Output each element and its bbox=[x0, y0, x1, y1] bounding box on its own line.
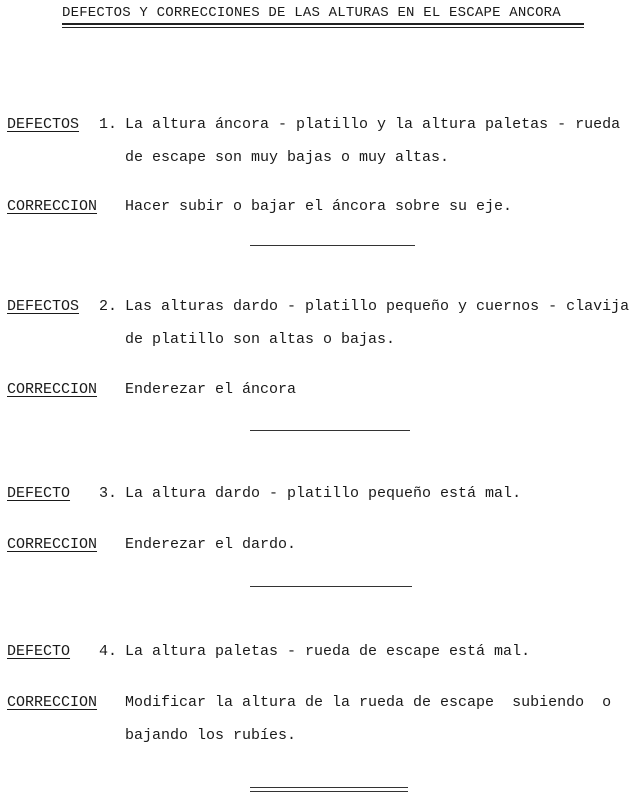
correction-label: CORRECCION bbox=[7, 694, 98, 711]
separator bbox=[250, 245, 415, 246]
item-number: 1. bbox=[99, 116, 118, 133]
defect-text-line: La altura dardo - platillo pequeño está mal. bbox=[125, 485, 522, 502]
separator bbox=[250, 787, 408, 788]
defect-text-line: Las alturas dardo - platillo pequeño y cuernos - clavija bbox=[125, 298, 630, 315]
defect-label: DEFECTO bbox=[7, 485, 71, 502]
title-underline-second bbox=[62, 27, 584, 28]
correction-text-line: bajando los rubíes. bbox=[125, 727, 297, 744]
correction-text-line: Hacer subir o bajar el áncora sobre su eje. bbox=[125, 198, 513, 215]
title-underline bbox=[62, 23, 584, 25]
correction-text-line: Enderezar el áncora bbox=[125, 381, 297, 398]
separator bbox=[250, 586, 412, 587]
page-title: DEFECTOS Y CORRECCIONES DE LAS ALTURAS EN EL ESCAPE ANCORA bbox=[62, 5, 561, 21]
item-number: 2. bbox=[99, 298, 118, 315]
separator-second bbox=[250, 791, 408, 792]
defect-text-line: de platillo son altas o bajas. bbox=[125, 331, 396, 348]
defect-text-line: La altura áncora - platillo y la altura paletas - rueda bbox=[125, 116, 621, 133]
item-number: 4. bbox=[99, 643, 118, 660]
defect-text-line: La altura paletas - rueda de escape está mal. bbox=[125, 643, 531, 660]
defect-label: DEFECTOS bbox=[7, 298, 80, 315]
correction-label: CORRECCION bbox=[7, 198, 98, 215]
defect-label: DEFECTOS bbox=[7, 116, 80, 133]
correction-text-line: Enderezar el dardo. bbox=[125, 536, 297, 553]
separator bbox=[250, 430, 410, 431]
correction-text-line: Modificar la altura de la rueda de escape subiendo o bbox=[125, 694, 612, 711]
correction-label: CORRECCION bbox=[7, 381, 98, 398]
defect-text-line: de escape son muy bajas o muy altas. bbox=[125, 149, 450, 166]
defect-label: DEFECTO bbox=[7, 643, 71, 660]
correction-label: CORRECCION bbox=[7, 536, 98, 553]
item-number: 3. bbox=[99, 485, 118, 502]
